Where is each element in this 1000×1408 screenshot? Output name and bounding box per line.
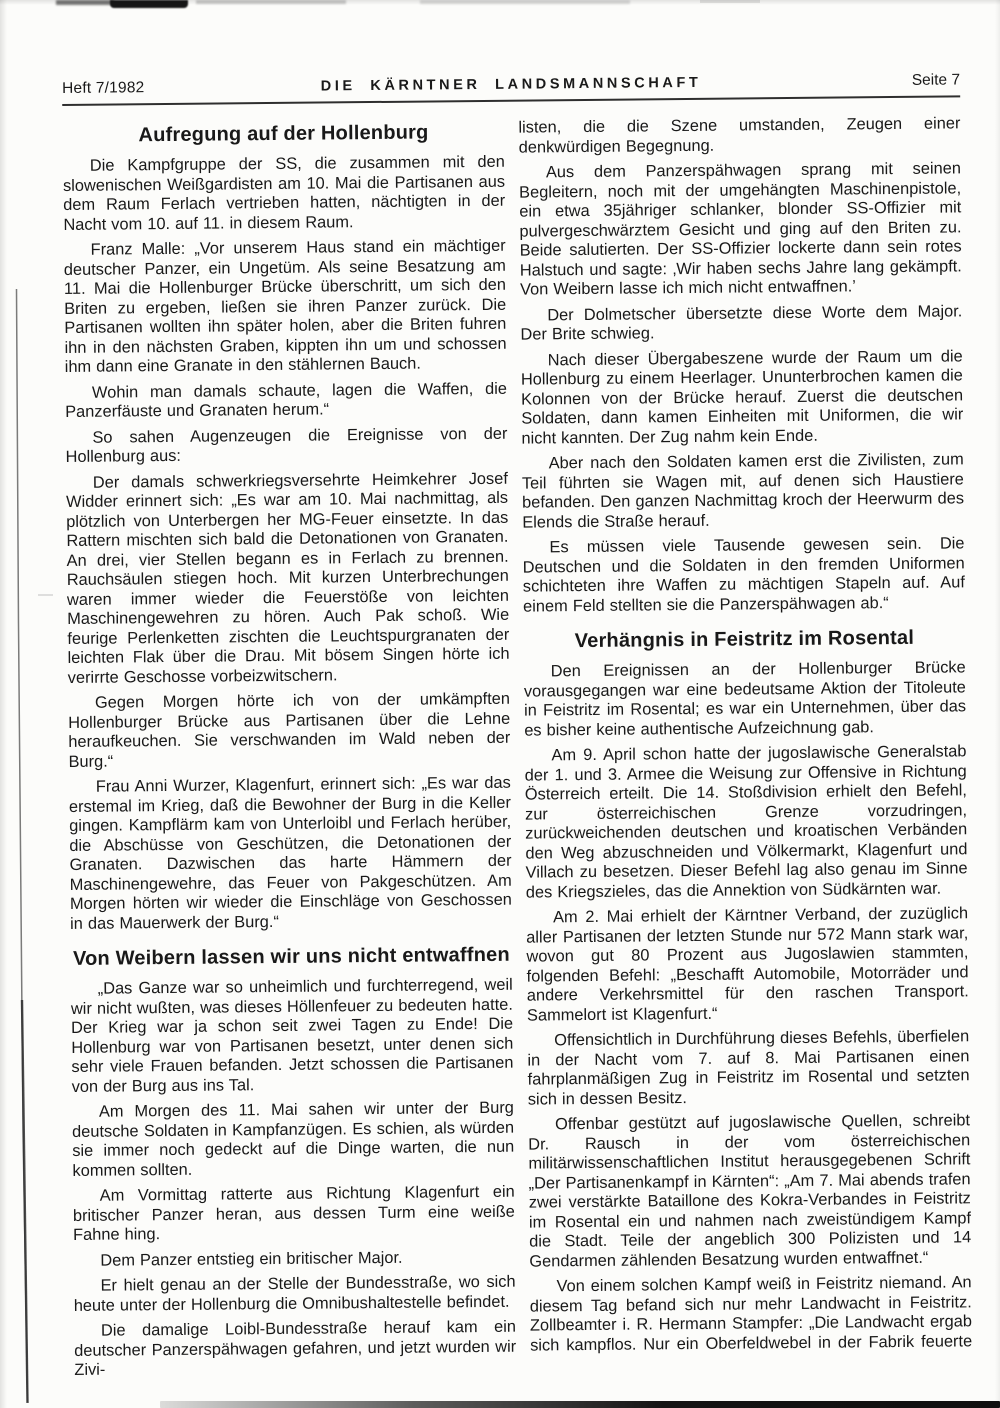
- paragraph: „Das Ganze war so unheimlich und furchterregend, weil wir nicht wußten, was dieses Höllenfeuer zu bedeuten hatte. Der Krieg war ja schon seit zwei Tagen zu Ende! Die Hollenburg war von Partisanen besetzt, unter denen sich sehr viele Frauen befanden. Jetzt schossen die Partisanen von der Burg aus ins Tal.: [70, 975, 514, 1096]
- page-number: Seite 7: [911, 71, 961, 89]
- top-edge-smudge: [420, 0, 630, 4]
- top-edge-smudge: [56, 0, 114, 5]
- top-edge-smudge: [110, 0, 188, 8]
- issue-label: Heft 7/1982: [62, 79, 145, 97]
- top-edge-smudge: [700, 0, 760, 3]
- paragraph: Am Vormittag ratterte aus Richtung Klagenfurt ein britischer Panzer heran, aus dessen Turm eine weiße Fahne hing.: [72, 1182, 515, 1244]
- paragraph: Am 9. April schon hatte der jugoslawische Generalstab der 1. und 3. Armee die Weisung zur Offensive in Richtung Österreich erteilt. Die 14. Stoßdivision erhielt den Befehl, zur österreichischen Grenze vorzudringen, zurückweichenden deutschen und kroatischen Verbänden den Weg abzuschneiden und Völkermarkt, Klagenfurt und Villach zu besetzen. Dieser Befehl lag also genau im Sinne des Kriegszieles, das die Annektion von Südkärnten war.: [524, 742, 968, 902]
- columns: [62, 114, 972, 1386]
- paragraph: Offensichtlich in Durchführung dieses Befehls, überfielen in der Nacht vom 7. auf 8. Mai Partisanen einen fahrplanmäßigen Zug in Feistritz im Rosental und setzten sich in dessen Besitz.: [527, 1027, 970, 1109]
- article-heading: Von Weibern lassen wir uns nicht entwaffnen: [72, 943, 510, 970]
- paragraph: So sahen Augenzeugen die Ereignisse von der Hollenburg aus:: [65, 424, 508, 466]
- paragraph: Der Dolmetscher übersetzte diese Worte dem Major. Der Brite schwieg.: [520, 301, 963, 344]
- page-edge-shadow: [0, 0, 1000, 5]
- paragraph: Frau Anni Wurzer, Klagenfurt, erinnert sich: „Es war das erstemal im Krieg, daß die Bewohner der Burg in die Keller gingen. Kampflärm kam von Unterloibl und Ferlach herüber, die Abschüsse von Geschützen, die Detonationen der Granaten. Dazwischen das harte Hämmern der Maschinengewehre, das Feuer von Pakgeschützen. Am Morgen hörten wir wieder die Einschläge von Geschossen in das Mauerwerk der Burg.“: [68, 773, 512, 933]
- paragraph: Nach dieser Übergabeszene wurde der Raum um die Hollenburg zu einem Heerlager. Ununterbrochen kamen die Kolonnen von der Brücke herauf. Zuerst die deutschen Soldaten, dann kamen Einheiten mit Uniformen, die wir nicht kannten. Der Zug nahm kein Ende.: [520, 346, 964, 448]
- paragraph: Gegen Morgen hörte ich von der umkämpften Hollenburger Brücke aus Partisanen über die Lehne heraufkeuchen. Sie verschwanden im Wald neben der Burg.“: [68, 689, 511, 771]
- paragraph: Der damals schwerkriegsversehrte Heimkehrer Josef Widder erinnert sich: „Es war am 10. Mai nachmittag, als plötzlich von Unterbergen her MG-Feuer einsetzte. In das Rattern mischten sich bald die Detonationen von Granaten. An drei, vier Stellen begann es in Ferlach zu brennen. Rauchsäulen stiegen hoch. Mit kurzen Unterbrechungen waren immer wieder die Feuerstöße von leichten Maschinengewehren zu hören. Auch Pak schoß. Wie feurige Perlenketten zischten die Leuchtspurgranaten der leichten Flak über die Drau. Mit bösem Singen hörte ich verirrte Geschosse vorbeizwitschern.: [65, 469, 510, 687]
- paragraph: Aus dem Panzerspähwagen sprang mit seinen Begleitern, noch mit der umgehängten Maschinenpistole, ein etwa 35jähriger schlanker, blonder SS-Offizier mit pulvergeschwärztem Gesicht und ging auf den Briten zu. Beide salutierten. Der SS-Offizier lockerte dann sein rotes Halstuch und sagte: ‚Wir haben sechs Jahre lang gekämpft. Von Weibern lasse ich mich nicht entwaffnen.’: [519, 159, 962, 299]
- paragraph: Dem Panzer entstieg ein britischer Major.: [100, 1248, 403, 1270]
- newspaper-title: DIE KÄRNTNER LANDSMANNSCHAFT: [320, 74, 702, 95]
- paragraph: Von einem solchen Kampf weiß in Feistritz niemand. An diesem Tag befand sich nur mehr Landwacht in Feistritz. Zollbeamter i. R. Hermann Stampfer: „Die Landwacht ergab sich kampflos. Nur ein Oberfeldwebel in der Fabrik feuerte: [529, 1273, 973, 1355]
- page-header: [62, 71, 960, 98]
- article-heading: Verhängnis in Feistritz im Rosental: [574, 626, 915, 653]
- left-column: [62, 119, 516, 1387]
- paragraph: Es müssen viele Tausende gewesen sein. Die Deutschen und die Soldaten in den fremden Uniformen schichteten ihre Waffen zu mächtigen Stapeln auf. Auf einem Feld stellten sie die Panzerspähwagen ab.“: [522, 534, 965, 616]
- paragraph: Den Ereignissen an der Hollenburger Brücke vorausgegangen war eine bedeutsame Aktion der Titoleute in Feistritz im Rosental; es war ein Unternehmen, über das es bisher keine authentische Aufzeichnung gab.: [523, 658, 967, 740]
- bottom-scan-bar: [160, 1401, 1000, 1408]
- paragraph: Die Kampfgruppe der SS, die zusammen mit den slowenischen Weißgardisten am 10. Mai die Partisanen aus dem Raum Ferlach vertrieben hatten, nächtigten in der Nacht vom 10. auf 11. in diesem Raum.: [62, 152, 506, 234]
- paragraph: Wohin man damals schaute, lagen die Waffen, die Panzerfäuste und Granaten herum.“: [65, 379, 508, 421]
- paragraph: Franz Malle: „Vor unserem Haus stand ein mächtiger deutscher Panzer, ein Ungetüm. Als seine Besatzung am 11. Mai die Hollenburger Brücke überschritt, um sich den Briten zu ergeben, ließen sie ihren Panzer zurück. Die Partisanen wollten ihn später holen, aber die Briten fuhren ihn in den nächsten Graben, kippten ihn um und schossen ihm dann eine Granate in den stählernen Bauch.: [63, 236, 507, 376]
- paragraph: listen, die die Szene umstanden, Zeugen einer denkwürdigen Begegnung.: [518, 114, 961, 157]
- paragraph: Offenbar gestützt auf jugoslawische Quellen, schreibt Dr. Rausch in der vom österreichischen militärwissenschaftlichen Institut herausgegebenen Schrift „Der Partisanenkampf in Kärnten“: „Am 7. Mai abends trafen zwei verstärkte Bataillone des Kokra-Verbandes in Feistritz im Rosental ein und nahmen nach zweistündigem Kampf die Stadt. Teile der angeblich 300 Polizisten und 14 Gendarmen zählenden Besatzung wurden entwaffnet.“: [528, 1111, 972, 1271]
- header-rule: [62, 95, 960, 106]
- top-edge-smudge: [196, 0, 346, 4]
- article-heading: Aufregung auf der Hollenburg: [138, 121, 429, 147]
- page-edge-shadow: [0, 0, 7, 1408]
- paragraph: Am 2. Mai erhielt der Kärntner Verband, der zuzüglich aller Partisanen der letzten Stunde nur 572 Mann stark war, wovon gut 80 Prozent aus Jugoslawien stammten, folgenden Befehl: „Beschafft Automobile, Motorräder und andere Verkehrsmittel für den raschen Transport. Sammelort ist Klagenfurt.“: [526, 904, 969, 1025]
- paragraph: Am Morgen des 11. Mai sahen wir unter der Burg deutsche Soldaten in Kampfanzügen. Es schien, als würden sie immer noch gedeckt auf die Dinge warten, die nun kommen sollten.: [72, 1098, 515, 1180]
- page-edge-shadow: [995, 0, 1000, 1408]
- paragraph: Die damalige Loibl-Bundesstraße herauf kam ein deutscher Panzerspähwagen gefahren, und jetzt wurden wir Zivi-: [74, 1317, 517, 1379]
- paragraph: Aber nach den Soldaten kamen erst die Zivilisten, zum Teil führten sie Wagen mit, auf denen sich Haustiere befanden. Den ganzen Nachmittag kroch der Heerwurm des Elends die Straße herauf.: [521, 450, 965, 532]
- page-content: [62, 71, 972, 1386]
- right-column: [518, 114, 972, 1382]
- paragraph: Er hielt genau an der Stelle der Bundesstraße, wo sich heute unter der Hollenburg die Omnibushaltestelle befindet.: [73, 1272, 516, 1315]
